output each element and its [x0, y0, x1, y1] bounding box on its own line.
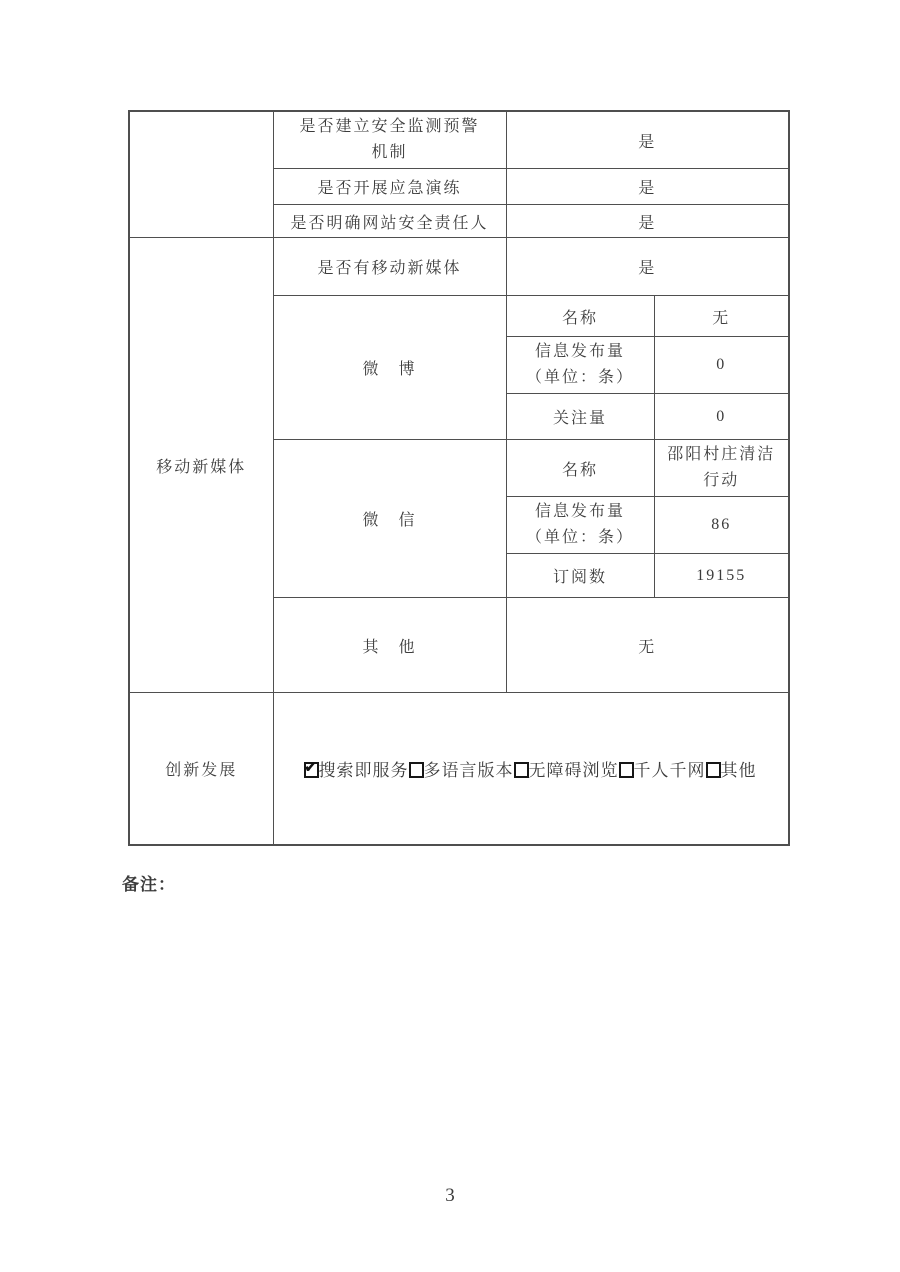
innovation-option-label: 无障碍浏览: [528, 760, 619, 780]
emergency-drill-label-cell: 是否开展应急演练: [273, 169, 506, 205]
weibo-followers-value-cell: 0: [654, 394, 789, 440]
wechat-posts-label-line1: 信息发布量: [534, 503, 625, 520]
weibo-posts-label-cell: [506, 337, 654, 394]
security-monitoring-label-line1: 是否建立安全监测预警: [299, 118, 480, 135]
wechat-posts-label-line2: （单位：条）: [525, 529, 634, 546]
mobile-media-section-label-cell: 移动新媒体: [129, 238, 273, 693]
checkbox-other-icon: [706, 762, 721, 778]
weibo-name-label-cell: 名称: [506, 296, 654, 337]
innovation-option-label: 千人千网: [633, 760, 706, 780]
other-media-label-cell: 其 他: [273, 598, 506, 693]
remark-label: 备注：: [122, 875, 176, 894]
other-media-value-cell: 无: [506, 598, 789, 693]
innovation-options-cell: [273, 693, 789, 845]
wechat-subscribers-label-cell: 订阅数: [506, 554, 654, 598]
page-number: 3: [445, 1185, 455, 1206]
checkbox-search-as-service-icon: [304, 762, 319, 778]
annual-report-table: [128, 110, 790, 846]
innovation-option-multilanguage: [409, 761, 514, 780]
emergency-drill-value-cell: 是: [506, 169, 789, 205]
innovation-option-personalized: [619, 761, 706, 780]
innovation-option-label: 多语言版本: [423, 760, 514, 780]
table-row: [129, 111, 789, 169]
weibo-name-value-cell: 无: [654, 296, 789, 337]
security-responsible-value-cell: 是: [506, 205, 789, 238]
wechat-name-value-line2: 行动: [703, 472, 740, 489]
innovation-option-label: 其他: [720, 760, 757, 780]
weibo-posts-label-line2: （单位：条）: [525, 369, 634, 386]
weibo-followers-label-cell: 关注量: [506, 394, 654, 440]
has-mobile-media-label-cell: 是否有移动新媒体: [273, 238, 506, 296]
security-section-label-cell-empty: [129, 111, 273, 238]
table-row: [129, 693, 789, 845]
security-monitoring-value-cell: 是: [506, 111, 789, 169]
wechat-name-label-cell: 名称: [506, 440, 654, 497]
innovation-option-search: [304, 761, 409, 780]
has-mobile-media-value-cell: 是: [506, 238, 789, 296]
wechat-posts-value-cell: 86: [654, 497, 789, 554]
innovation-option-label: 搜索即服务: [318, 760, 409, 780]
innovation-section-label-cell: 创新发展: [129, 693, 273, 845]
security-monitoring-label-cell: [273, 111, 506, 169]
checkbox-accessibility-icon: [514, 762, 529, 778]
weibo-posts-label-line1: 信息发布量: [534, 343, 625, 360]
wechat-subscribers-value-cell: 19155: [654, 554, 789, 598]
wechat-name-value-cell: [654, 440, 789, 497]
weibo-label-cell: 微 博: [273, 296, 506, 440]
security-monitoring-label-line2: 机制: [371, 144, 408, 161]
wechat-posts-label-cell: [506, 497, 654, 554]
wechat-name-value-line1: 邵阳村庄清洁: [667, 446, 776, 463]
wechat-label-cell: 微 信: [273, 440, 506, 598]
security-responsible-label-cell: 是否明确网站安全责任人: [273, 205, 506, 238]
checkbox-multilanguage-icon: [409, 762, 424, 778]
weibo-posts-value-cell: 0: [654, 337, 789, 394]
innovation-option-other: [706, 761, 757, 780]
table-row: [129, 238, 789, 296]
innovation-option-accessibility: [514, 761, 619, 780]
checkbox-personalized-icon: [619, 762, 634, 778]
